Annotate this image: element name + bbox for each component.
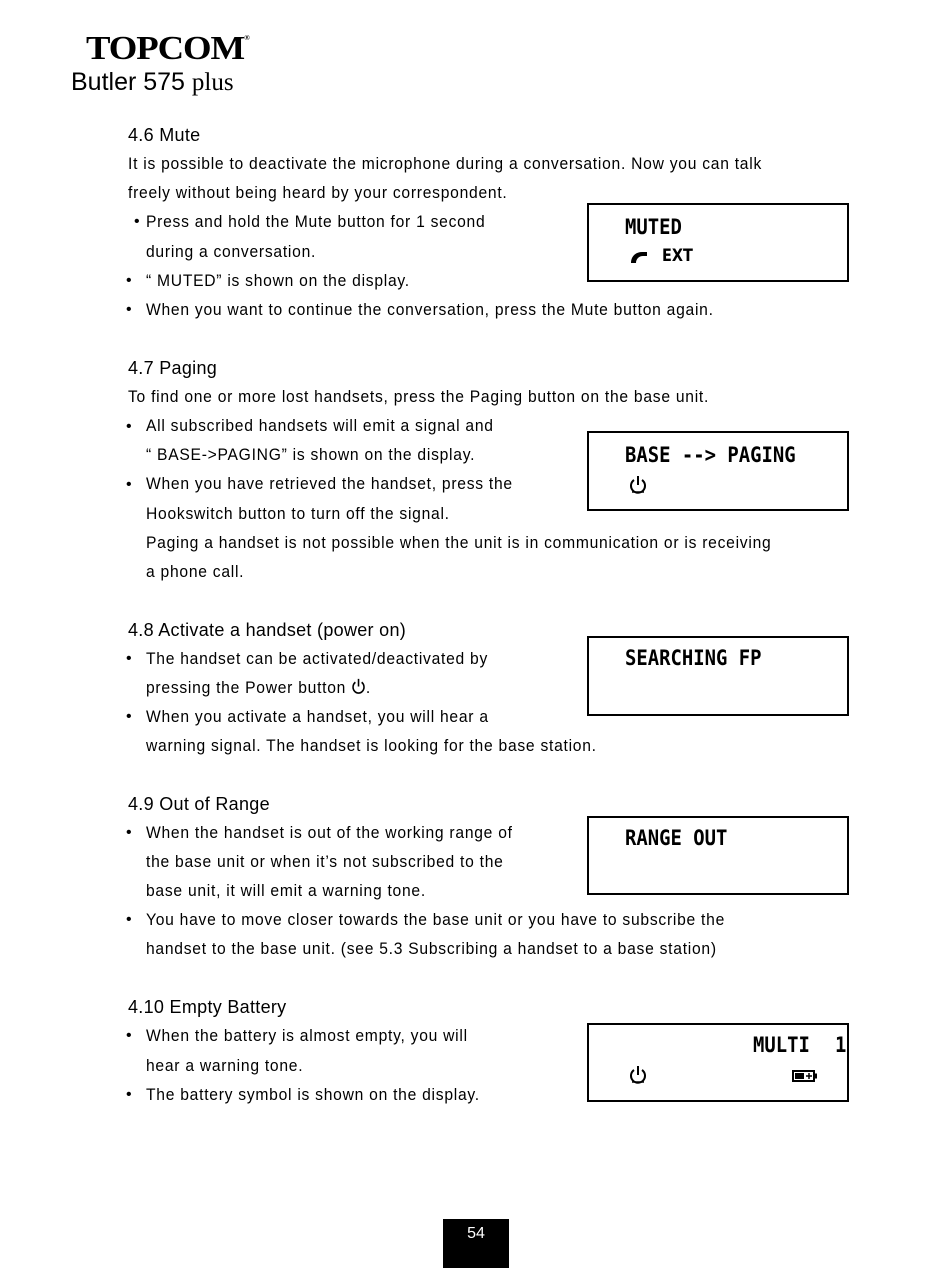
handset-icon <box>629 249 651 265</box>
mute-bullet2: “ MUTED” is shown on the display. <box>146 271 410 290</box>
battery-bullet1-line1: When the battery is almost empty, you will <box>146 1026 468 1045</box>
paging-intro: To find one or more lost handsets, press the Paging button on the base unit. <box>128 387 710 406</box>
lcd-display-searching <box>587 636 849 716</box>
model-suffix: plus <box>191 69 234 96</box>
power-icon <box>629 1065 647 1085</box>
lcd-text: MUTED <box>625 215 682 239</box>
lcd-text: SEARCHING FP <box>625 646 762 670</box>
paging-bullet1-line1: All subscribed handsets will emit a signal and <box>146 416 494 435</box>
mute-bullet1-line1: Press and hold the Mute button for 1 second <box>146 212 486 231</box>
bullet: • <box>126 824 132 841</box>
mute-intro-line2: freely without being heard by your correspondent. <box>128 183 508 202</box>
bullet: • <box>126 650 132 667</box>
activate-bullet1-text: pressing the Power button <box>146 678 347 697</box>
bullet: • <box>126 476 132 493</box>
page-number: 54 <box>443 1219 509 1268</box>
paging-bullet2-line1: When you have retrieved the handset, press the <box>146 474 513 493</box>
lcd-text-handset-number: 1 <box>835 1033 847 1057</box>
lcd-display-battery <box>587 1023 849 1102</box>
lcd-display-range-out <box>587 816 849 895</box>
power-icon <box>351 678 366 695</box>
bullet: • <box>126 1027 132 1044</box>
mute-intro-line1: It is possible to deactivate the microphone during a conversation. Now you can talk <box>128 154 763 173</box>
paging-note-line2: a phone call. <box>146 562 245 581</box>
paging-note-line1: Paging a handset is not possible when the unit is in communication or is receiving <box>146 533 772 552</box>
range-bullet1-line3: base unit, it will emit a warning tone. <box>146 881 426 900</box>
section-heading-battery: 4.10 Empty Battery <box>128 997 287 1017</box>
activate-bullet1-line1: The handset can be activated/deactivated by <box>146 649 489 668</box>
bullet: • <box>126 708 132 725</box>
lcd-text-multi: MULTI <box>753 1033 810 1057</box>
range-bullet1-line2: the base unit or when it’s not subscribed to the <box>146 852 504 871</box>
bullet: • <box>126 911 132 928</box>
bullet: • <box>134 213 140 230</box>
model-name: Butler 575 <box>71 68 185 96</box>
registered-mark: ® <box>244 34 249 42</box>
range-bullet2-line2: handset to the base unit. (see 5.3 Subscribing a handset to a base station) <box>146 939 717 958</box>
lcd-text: BASE --> PAGING <box>625 443 796 467</box>
bullet: • <box>126 418 132 435</box>
paging-bullet1-line2: “ BASE->PAGING” is shown on the display. <box>146 445 476 464</box>
lcd-display-muted <box>587 203 849 282</box>
lcd-ext-label: EXT <box>662 246 693 266</box>
lcd-display-paging <box>587 431 849 511</box>
battery-bullet1-line2: hear a warning tone. <box>146 1056 304 1075</box>
model-title <box>71 68 234 97</box>
section-heading-mute: 4.6 Mute <box>128 125 201 145</box>
power-icon <box>629 475 647 495</box>
range-bullet2-line1: You have to move closer towards the base unit or you have to subscribe the <box>146 910 726 929</box>
bullet: • <box>126 301 132 318</box>
mute-bullet3: When you want to continue the conversation, press the Mute button again. <box>146 300 714 319</box>
battery-bullet2: The battery symbol is shown on the display. <box>146 1085 480 1104</box>
lcd-text: RANGE OUT <box>625 826 728 850</box>
brand-name: TOPCOM <box>86 30 245 67</box>
bullet: • <box>126 1086 132 1103</box>
section-heading-activate: 4.8 Activate a handset (power on) <box>128 620 407 640</box>
activate-bullet2-line2: warning signal. The handset is looking for the base station. <box>146 736 597 755</box>
mute-bullet1-line2: during a conversation. <box>146 242 317 261</box>
activate-bullet2-line1: When you activate a handset, you will hear a <box>146 707 489 726</box>
bullet: • <box>126 272 132 289</box>
section-heading-paging: 4.7 Paging <box>128 358 218 378</box>
topcom-logo <box>86 30 249 68</box>
section-heading-range: 4.9 Out of Range <box>128 794 270 814</box>
paging-bullet2-line2: Hookswitch button to turn off the signal. <box>146 504 450 523</box>
activate-bullet1-line2: pressing the Power button . <box>146 678 372 697</box>
range-bullet1-line1: When the handset is out of the working range of <box>146 823 513 842</box>
battery-icon <box>792 1070 818 1082</box>
